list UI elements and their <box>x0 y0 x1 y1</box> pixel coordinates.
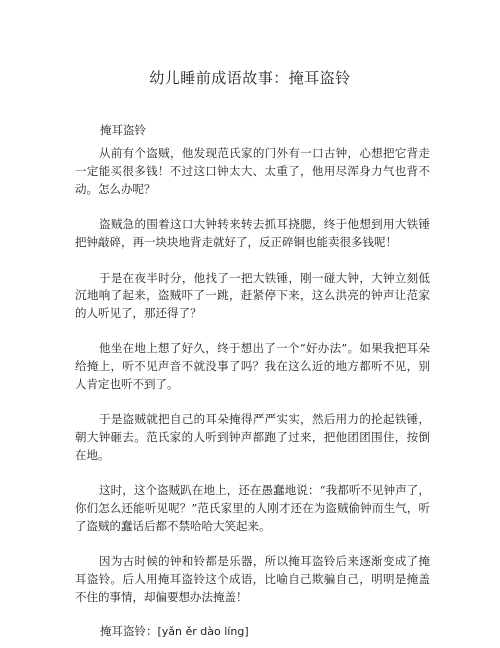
paragraph-1: 从前有个盗贼，他发现范氏家的门外有一口古钟，心想把它背走一定能买很多钱！不过这口钟太大、太重了，他用尽浑身力气也背不动。怎么办呢？ <box>75 146 430 196</box>
story-subtitle: 掩耳盗铃 <box>100 123 146 137</box>
page-title: 幼儿睡前成语故事：掩耳盗铃 <box>149 69 351 87</box>
paragraph-7: 因为古时候的钟和铃都是乐器，所以掩耳盗铃后来逐渐变成了掩耳盗铃。后人用掩耳盗铃这个成语，比喻自己欺骗自己，明明是掩盖不住的事情，却偏要想办法掩盖！ <box>75 554 430 604</box>
paragraph-3: 于是在夜半时分，他找了一把大铁锤，刚一碰大钟，大钟立刻低沉地响了起来，盗贼吓了一跳，赶紧停下来，这么洪亮的钟声让范家的人听见了，那还得了？ <box>75 270 430 321</box>
paragraph-4: 他坐在地上想了好久，终于想出了一个“好办法”。如果我把耳朵给掩上，听不见声音不就没事了吗？我在这么近的地方都听不见，别人肯定也听不到了。 <box>75 341 430 391</box>
pinyin-label: 掩耳盗铃： <box>100 624 158 638</box>
pinyin-text: [yǎn ěr dào líng] <box>157 625 249 638</box>
pinyin-line <box>100 623 249 640</box>
paragraph-5: 于是盗贼就把自己的耳朵掩得严严实实，然后用力的抡起铁锤，朝大钟砸去。范氏家的人听到钟声都跑了过来，把他团团围住，按倒在地。 <box>75 412 430 462</box>
paragraph-2: 盗贼急的围着这口大钟转来转去抓耳挠腮，终于他想到用大铁锤把钟敲碎，再一块块地背走就好了，反正碎铜也能卖很多钱呢！ <box>75 216 430 249</box>
paragraph-6: 这时，这个盗贼趴在地上，还在愚蠢地说：“我都听不见钟声了，你们怎么还能听见呢？”范氏家里的人刚才还在为盗贼偷钟而生气，听了盗贼的蠢话后都不禁哈哈大笑起来。 <box>75 483 430 533</box>
